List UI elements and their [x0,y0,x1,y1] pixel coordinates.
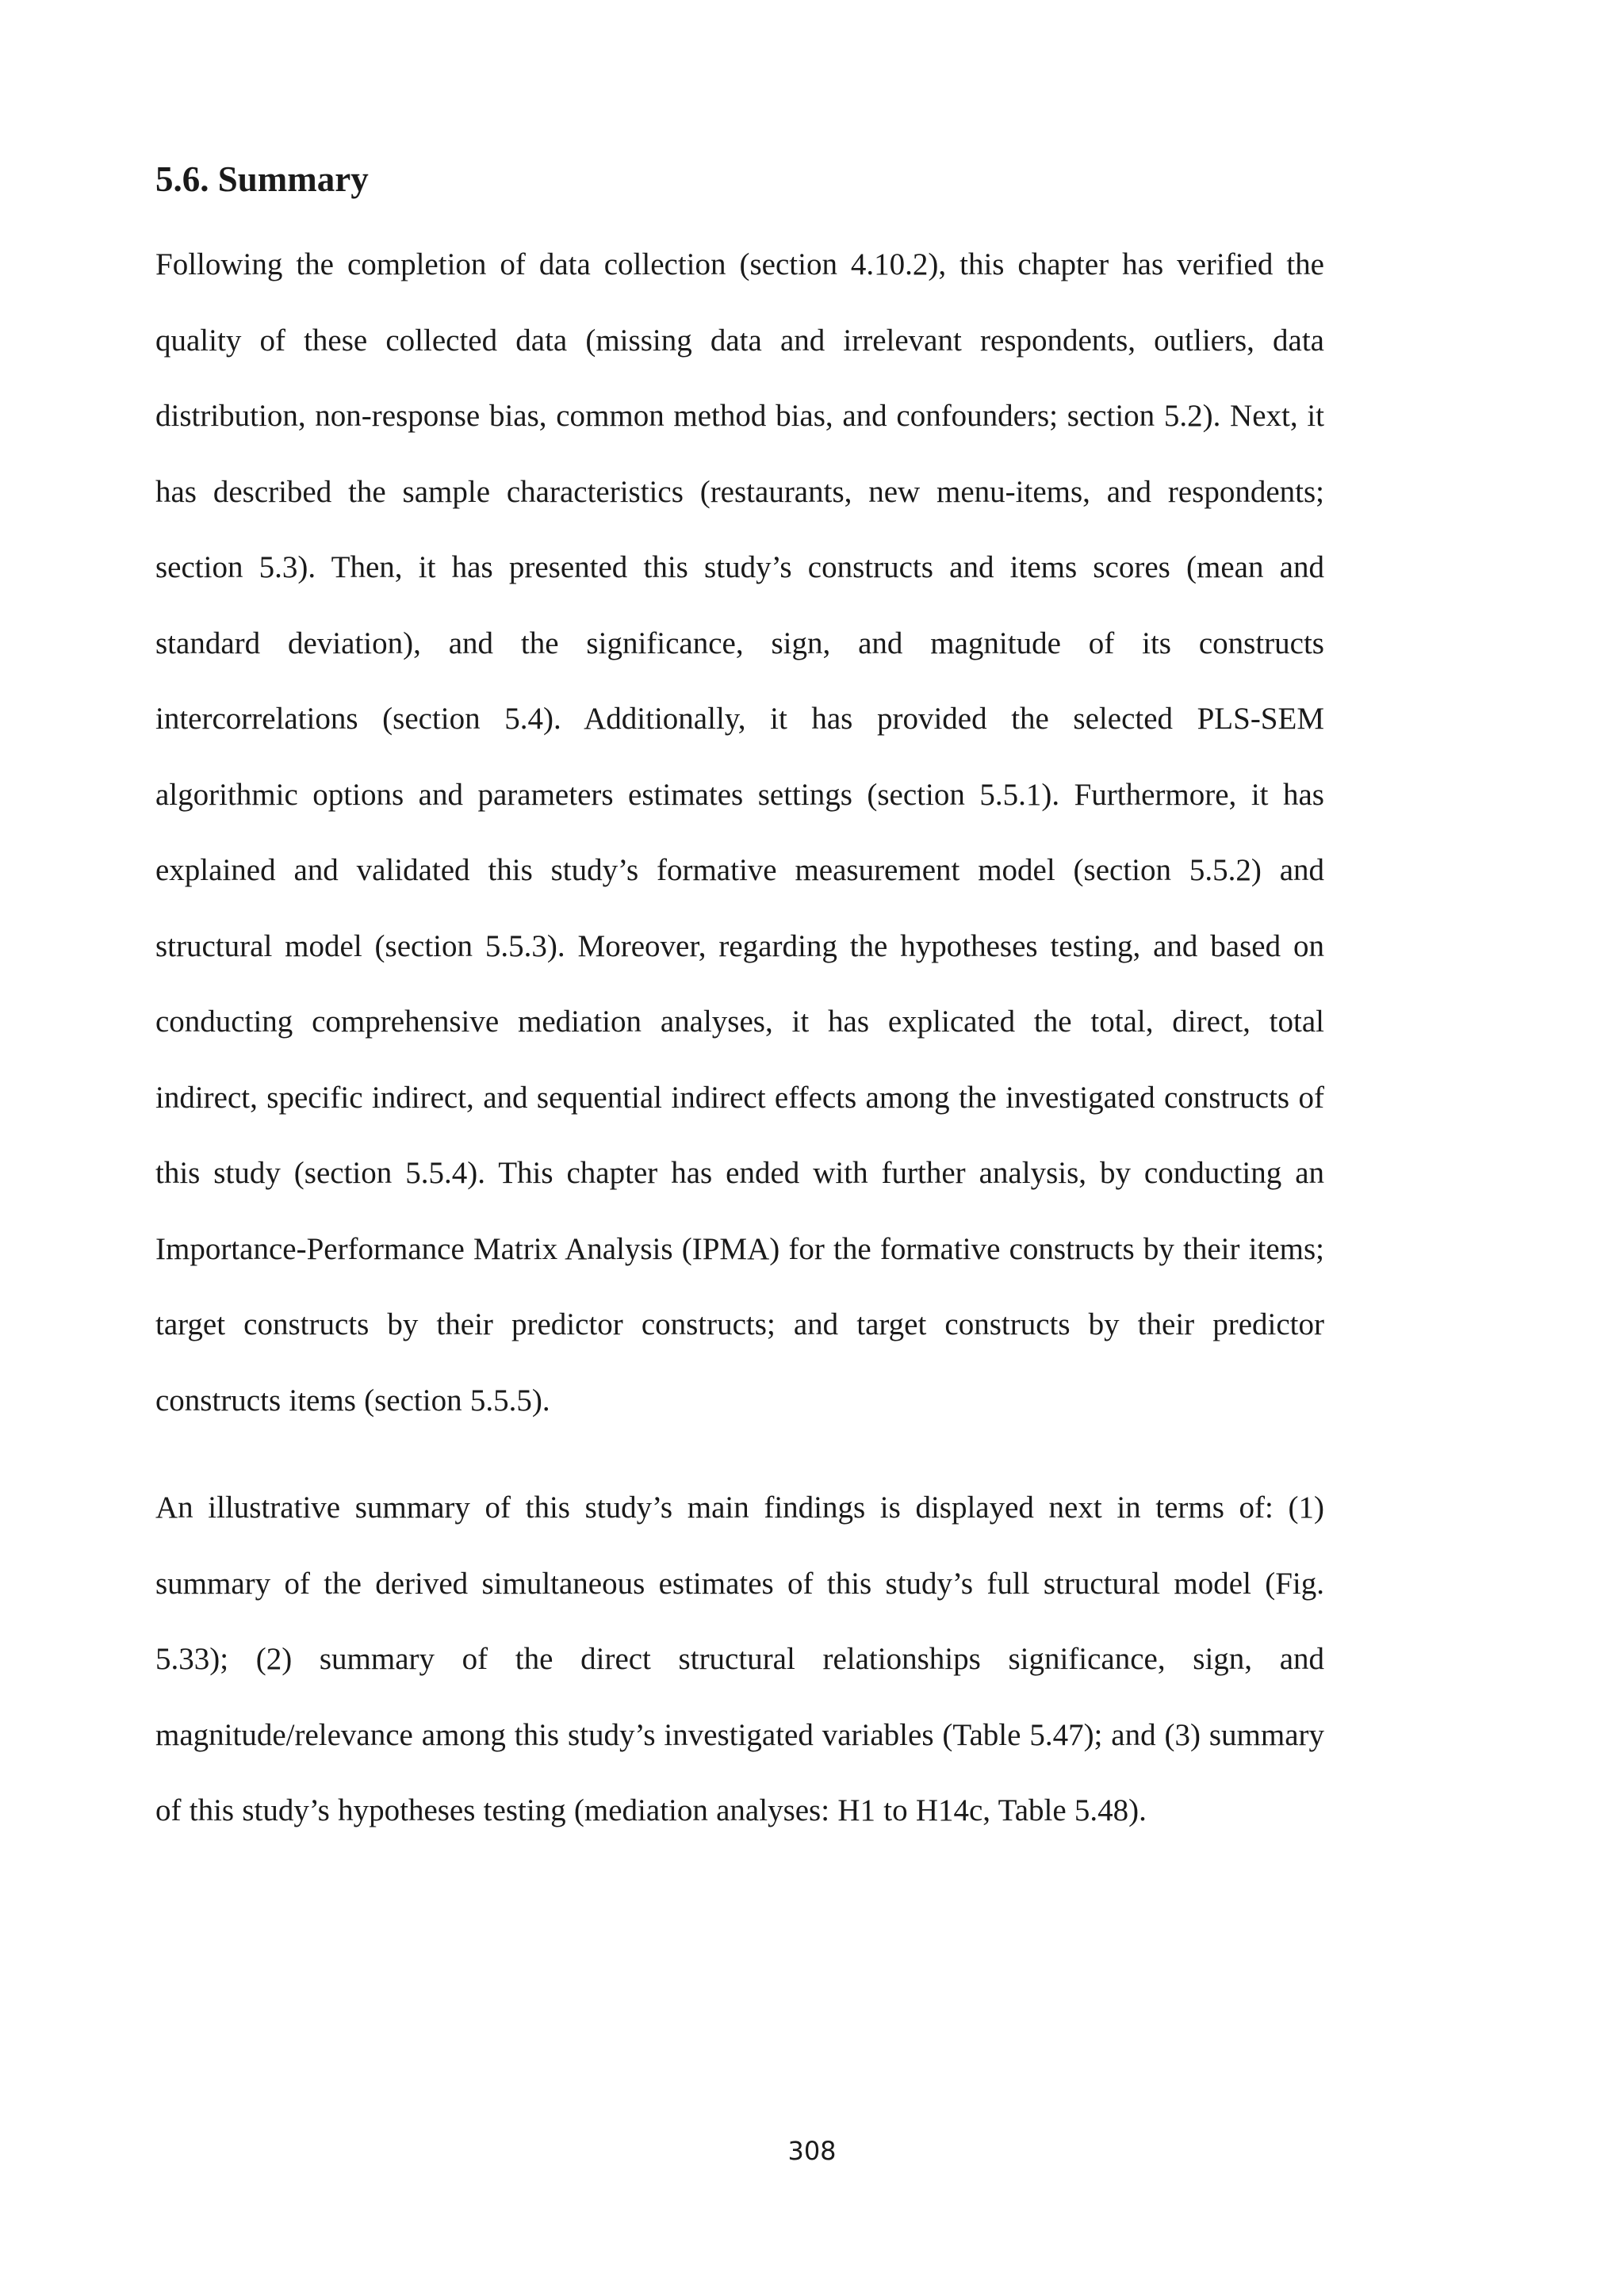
summary-paragraph-2: An illustrative summary of this study’s main findings is displayed next in terms of: (1) summary of the derived simultaneous estimates of this study’s full structural model (Fig. 5.33); (2) summary of the direct structural relationships significance, sign, and magnitude/relevance among this study’s investigated variables (Table 5.47); and (3) summary of this study’s hypotheses testing (mediation analyses: H1 to H14c, Table 5.48). [155,1490,1324,1827]
page-number: 308 [787,2136,837,2166]
summary-paragraph-1: Following the completion of data collection (section 4.10.2), this chapter has verified the quality of these collected data (missing data and irrelevant respondents, outliers, data distribution, non-response bias, common method bias, and confounders; section 5.2). Next, it has described the sample characteristics (restaurants, new menu-items, and respondents; section 5.3). Then, it has presented this study’s constructs and items scores (mean and standard deviation), and the significance, sign, and magnitude of its constructs intercorrelations (section 5.4). Additionally, it has provided the selected PLS-SEM algorithmic options and parameters estimates settings (section 5.5.1). Furthermore, it has explained and validated this study’s formative measurement model (section 5.5.2) and structural model (section 5.5.3). Moreover, regarding the hypotheses testing, and based on conducting comprehensive mediation analyses, it has explicated the total, direct, total indirect, specific indirect, and sequential indirect effects among the investigated constructs of this study (section 5.5.4). This chapter has ended with further analysis, by conducting an Importance-Performance Matrix Analysis (IPMA) for the formative constructs by their items; target constructs by their predictor constructs; and target constructs by their predictor constructs items (section 5.5.5). [155,247,1324,1418]
section-heading: 5.6. Summary [155,159,369,199]
